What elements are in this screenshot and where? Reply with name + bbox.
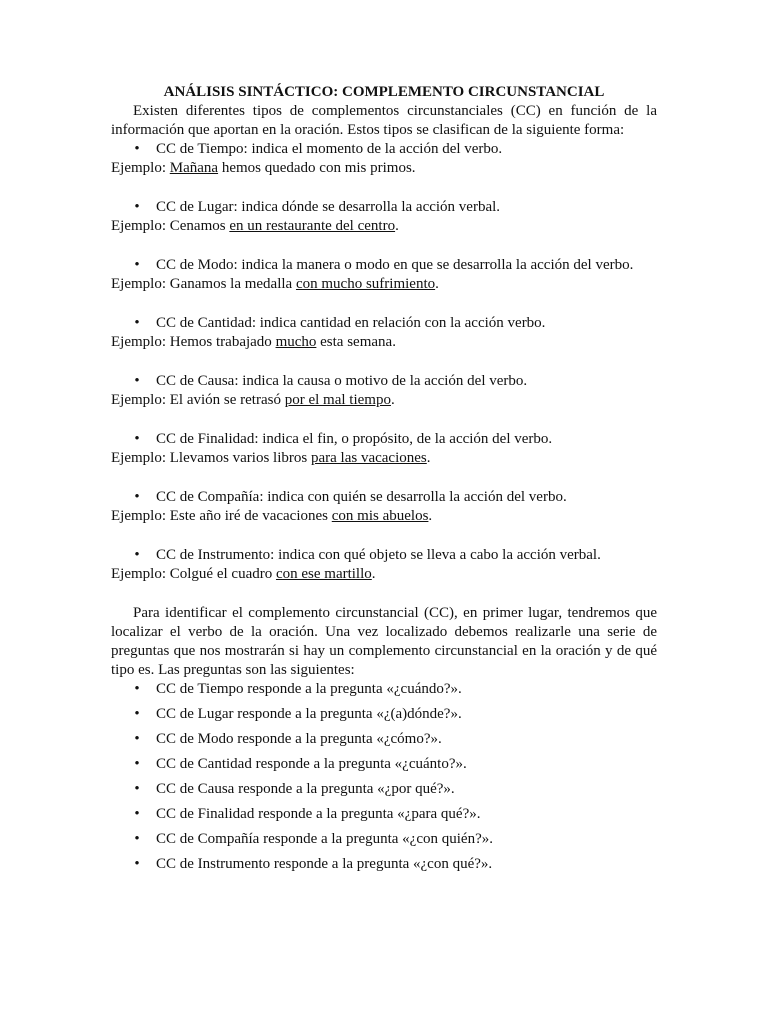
example-text: . — [428, 508, 433, 524]
document-page — [111, 83, 657, 880]
example-underlined-complement: para las vacaciones — [310, 450, 427, 466]
example-sentence — [111, 333, 657, 352]
bullet-icon: • — [134, 781, 140, 797]
example-sentence — [111, 159, 657, 178]
list-item — [111, 546, 657, 565]
list-item — [111, 755, 657, 774]
type-block — [111, 198, 657, 256]
example-sentence — [111, 507, 657, 526]
bullet-icon: • — [134, 806, 140, 822]
example-sentence — [111, 449, 657, 468]
example-text: Cenamos — [169, 218, 230, 234]
document-title: ANÁLISIS SINTÁCTICO: COMPLEMENTO CIRCUNSTANCIAL — [163, 84, 605, 100]
example-prefix: Ejemplo: — [111, 276, 170, 292]
bullet-icon: • — [134, 547, 140, 563]
question-text: CC de Tiempo responde a la pregunta «¿cuándo?». — [156, 681, 462, 697]
list-item — [111, 198, 657, 217]
type-block — [111, 256, 657, 314]
example-text: esta semana. — [316, 334, 396, 350]
type-block — [111, 314, 657, 372]
bullet-icon: • — [134, 756, 140, 772]
list-item — [111, 314, 657, 333]
example-text: . — [390, 392, 395, 408]
example-text: . — [426, 450, 431, 466]
example-prefix: Ejemplo: — [111, 508, 170, 524]
type-block — [111, 430, 657, 488]
bullet-icon: • — [134, 856, 140, 872]
type-block — [111, 488, 657, 546]
list-item — [111, 830, 657, 849]
example-underlined-complement: mucho — [275, 334, 317, 350]
bullet-icon: • — [134, 489, 140, 505]
list-item — [111, 488, 657, 507]
example-underlined-complement: con mucho sufrimiento — [295, 276, 436, 292]
type-definition: CC de Finalidad: indica el fin, o propósito, de la acción del verbo. — [156, 431, 553, 447]
bullet-icon: • — [134, 681, 140, 697]
list-item — [111, 140, 657, 159]
type-block — [111, 546, 657, 604]
bullet-icon: • — [134, 141, 140, 157]
question-text: CC de Compañía responde a la pregunta «¿con quién?». — [156, 831, 493, 847]
type-definition: CC de Instrumento: indica con qué objeto se lleva a cabo la acción verbal. — [156, 547, 601, 563]
type-definition: CC de Causa: indica la causa o motivo de la acción del verbo. — [156, 373, 528, 389]
example-prefix: Ejemplo: — [111, 218, 170, 234]
question-text: CC de Modo responde a la pregunta «¿cómo?». — [156, 731, 442, 747]
example-prefix: Ejemplo: — [111, 566, 170, 582]
type-block — [111, 140, 657, 198]
list-item — [111, 430, 657, 449]
example-sentence — [111, 275, 657, 294]
example-text: Este año iré de vacaciones — [169, 508, 332, 524]
bullet-icon: • — [134, 731, 140, 747]
type-block — [111, 372, 657, 430]
list-item — [111, 256, 657, 275]
bullet-icon: • — [134, 199, 140, 215]
example-prefix: Ejemplo: — [111, 160, 170, 176]
list-item — [111, 372, 657, 391]
type-definition: CC de Cantidad: indica cantidad en relación con la acción verbo. — [156, 315, 546, 331]
example-sentence — [111, 565, 657, 584]
type-definition: CC de Tiempo: indica el momento de la acción del verbo. — [156, 141, 503, 157]
example-text: Hemos trabajado — [169, 334, 276, 350]
example-text: Llevamos varios libros — [169, 450, 311, 466]
example-underlined-complement: en un restaurante del centro — [229, 218, 396, 234]
example-sentence — [111, 217, 657, 236]
example-prefix: Ejemplo: — [111, 392, 170, 408]
bullet-icon: • — [134, 257, 140, 273]
bullet-icon: • — [134, 373, 140, 389]
example-underlined-complement: con ese martillo — [275, 566, 372, 582]
bullet-icon: • — [134, 315, 140, 331]
types-list — [111, 140, 657, 604]
list-item — [111, 730, 657, 749]
list-item — [111, 680, 657, 699]
example-text: hemos quedado con mis primos. — [218, 160, 416, 176]
example-text: El avión se retrasó — [169, 392, 285, 408]
example-text: Colgué el cuadro — [169, 566, 276, 582]
bullet-icon: • — [134, 706, 140, 722]
type-definition: CC de Compañía: indica con quién se desarrolla la acción del verbo. — [156, 489, 567, 505]
question-text: CC de Lugar responde a la pregunta «¿(a)dónde?». — [156, 706, 462, 722]
example-text: Ganamos la medalla — [169, 276, 296, 292]
example-underlined-complement: Mañana — [169, 160, 219, 176]
example-text: . — [435, 276, 439, 292]
identify-paragraph: Para identificar el complemento circunstancial (CC), en primer lugar, tendremos que localizar el verbo de la oración. Una vez localizado debemos realizarle una serie de preguntas que nos mostrarán si hay un complemento circunstancial en la oración y de qué tipo es. Las preguntas son las siguientes: — [111, 605, 657, 678]
list-item — [111, 705, 657, 724]
question-text: CC de Causa responde a la pregunta «¿por qué?». — [156, 781, 455, 797]
example-underlined-complement: por el mal tiempo — [284, 392, 391, 408]
example-text: . — [395, 218, 399, 234]
list-item — [111, 805, 657, 824]
list-item — [111, 780, 657, 799]
example-sentence — [111, 391, 657, 410]
type-definition: CC de Lugar: indica dónde se desarrolla la acción verbal. — [156, 199, 501, 215]
intro-paragraph: Existen diferentes tipos de complementos circunstanciales (CC) en función de la información que aportan en la oración. Estos tipos se clasifican de la siguiente forma: — [111, 103, 657, 138]
list-item — [111, 855, 657, 874]
type-definition: CC de Modo: indica la manera o modo en que se desarrolla la acción del verbo. — [156, 257, 634, 273]
bullet-icon: • — [134, 431, 140, 447]
example-prefix: Ejemplo: — [111, 450, 170, 466]
example-prefix: Ejemplo: — [111, 334, 170, 350]
question-text: CC de Instrumento responde a la pregunta «¿con qué?». — [156, 856, 493, 872]
question-text: CC de Cantidad responde a la pregunta «¿cuánto?». — [156, 756, 467, 772]
questions-list — [111, 680, 657, 874]
example-underlined-complement: con mis abuelos — [331, 508, 429, 524]
example-text: . — [371, 566, 376, 582]
question-text: CC de Finalidad responde a la pregunta «¿para qué?». — [156, 806, 481, 822]
bullet-icon: • — [134, 831, 140, 847]
